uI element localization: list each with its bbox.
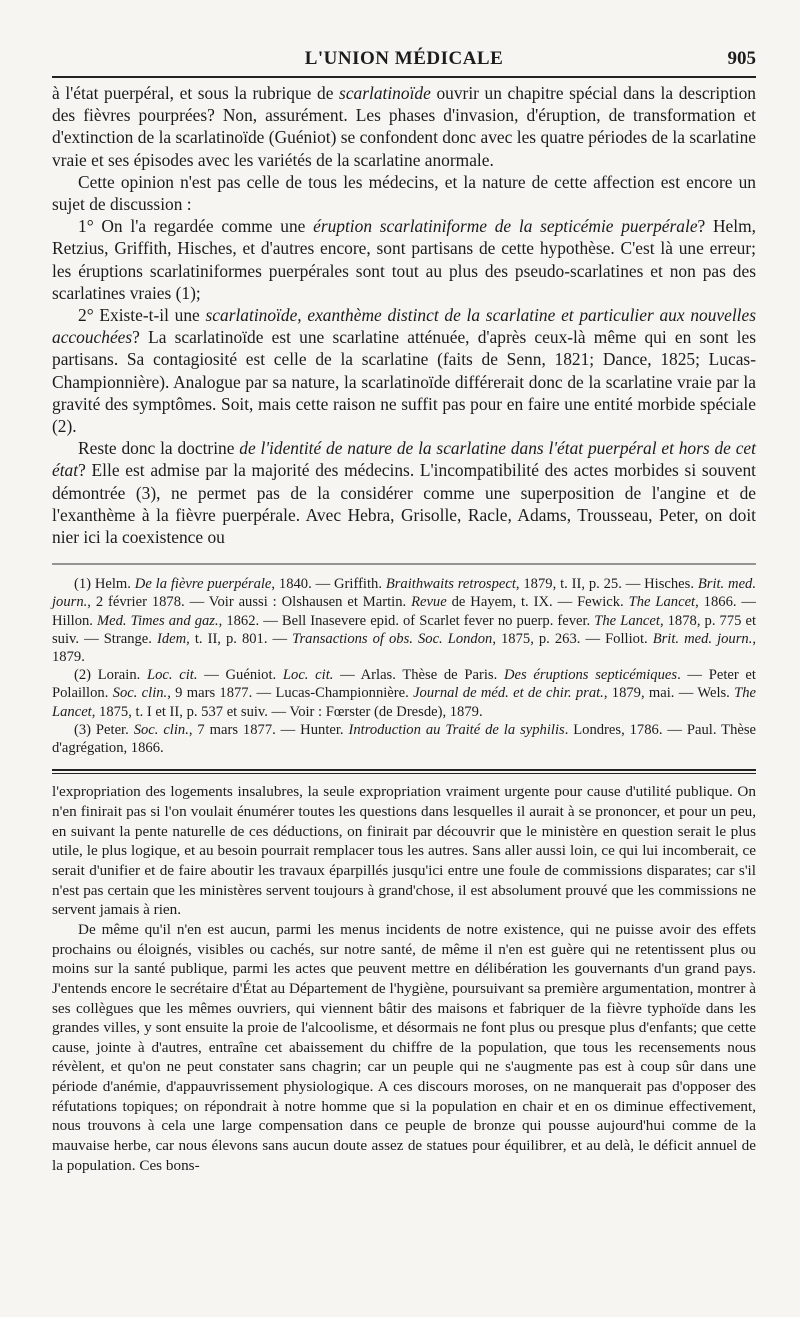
italic-run: Introduction au Traité de la syphilis	[348, 721, 565, 738]
italic-run: Journal de méd. et de chir. prat.	[413, 685, 604, 702]
feuilleton-article	[52, 782, 756, 1175]
text-run: , 9 mars 1877. — Lucas-Championnière.	[167, 685, 414, 702]
footnote	[52, 666, 756, 721]
footnote	[52, 721, 756, 757]
running-title: L'UNION MÉDICALE	[304, 48, 504, 69]
paragraph	[52, 82, 756, 171]
footnotes	[52, 575, 756, 757]
text-run: , 2 février 1878. — Voir aussi : Olshausen et Martin.	[87, 594, 412, 611]
text-run: , 1878, p. 775 et suiv. — Strange.	[52, 612, 756, 647]
italic-run: Braithwaits retrospect	[385, 576, 516, 593]
text-run: 1° On l'a regardée comme une	[78, 216, 314, 237]
text-run: à l'état puerpéral, et sous la rubrique de	[52, 83, 340, 103]
text-run: de Hayem, t. IX. — Fewick.	[446, 594, 629, 611]
footnote-rule	[52, 562, 756, 566]
page-header	[52, 40, 756, 70]
paragraph	[52, 920, 756, 1176]
italic-run: Des éruptions septicémiques	[503, 667, 678, 684]
page-number: 905	[727, 48, 756, 69]
text-run: ? La scarlatinoïde est une scarlatine atténuée, d'après ceux-là même qui en sont les partisans. Sa contagiosité est celle de la scarlatine (faits de Senn, 1821; Dance, 1825; Lucas-Championnière). Analogue par sa nature, la scarlatinoïde différerait donc de la scarlatine vraie par la gravité des symptômes. Soit, mais cette raison ne suffit pas pour en faire une entité morbide spéciale (2).	[52, 327, 756, 437]
text-run: ? Elle est admise par la majorité des médecins. L'incompatibilité des actes morbides si souvent démontrée (3), ne permet pas de la considérer comme une superposition de l'angine et de l'exanthème à la fièvre puerpérale. Avec Hebra, Grisolle, Racle, Adams, Trousseau, Peter, on doit nier ici la coexistence ou	[52, 460, 756, 548]
text-run: . — Peter et Polaillon.	[52, 667, 756, 702]
text-run: , 1879.	[52, 630, 757, 666]
text-run: , 1840. — Griffith.	[271, 576, 386, 593]
section-divider	[52, 769, 756, 774]
italic-run: The Lancet	[628, 594, 696, 611]
header-rule	[52, 76, 756, 78]
text-run: , 1875, p. 263. — Folliot.	[492, 630, 653, 647]
italic-run: Med. Times and gaz.	[97, 612, 219, 629]
text-run: , 1875, t. I et II, p. 537 et suiv. — Voir : Fœrster (de Dresde), 1879.	[91, 703, 483, 720]
paragraph	[52, 782, 756, 920]
italic-run: The Lancet	[52, 685, 757, 720]
italic-run: scarlatinoïde, exanthème distinct de la scarlatine et particulier aux nouvelles accouchées	[52, 305, 756, 348]
paragraph	[52, 304, 756, 437]
footnote	[52, 575, 756, 666]
text-run: De même qu'il n'en est aucun, parmi les menus incidents de notre existence, qui ne puisse avoir des effets prochains ou éloignés, visibles ou cachés, sur notre santé, de même il n'en est guère qui ne retentissent plus ou moins sur la santé publique, parmi les actes que peuvent mettre en délibération les gouvernants d'un grand pays. J'entends encore le secrétaire d'État au Département de l'hygiène, poursuivant sa première argumentation, montrer à ses collègues que les mêmes ouvriers, qui viennent bâtir des maisons et fabriquer de la fièvre typhoïde dans les grandes villes, y sont ensuite la proie de l'alcoolisme, et désormais ne font plus ou presque plus d'enfants; que cette cause, jointe à d'autres, entraîne cet abaissement du chiffre de la population, que tous les recensements nous révèlent, et qu'on ne peut constater sans chagrin; car un peuple qui ne s'augmente pas est à coup sûr dans une période d'anémie, d'appauvrissement physiologique. A ces discours moroses, on ne manquerait pas d'opposer des réfutations topiques; on répondrait à notre homme que si la population en chair et en os diminue effectivement, nous trouvons à cela une large compensation dans ce peuple de bronze qui pousse aujourd'hui comme de la mauvaise herbe, car nous élevons sans aucun doute assez de statues pour équilibrer, et au delà, le déficit annuel de la population. Ces bons-	[52, 920, 756, 1174]
text-run: Cette opinion n'est pas celle de tous les médecins, et la nature de cette affection est encore un sujet de discussion :	[52, 171, 756, 215]
italic-run: Transactions of obs. Soc. London	[292, 630, 493, 647]
text-run: , 7 mars 1877. — Hunter.	[188, 721, 349, 738]
text-run: (2) Lorain.	[74, 667, 147, 684]
main-article	[52, 82, 756, 548]
italic-run: de l'identité de nature de la scarlatine dans l'état puerpéral et hors de cet état	[52, 438, 756, 481]
italic-run: Brit. med. journ.	[652, 630, 753, 647]
italic-run: Loc. cit.	[282, 667, 334, 684]
text-run: — Guéniot.	[197, 667, 283, 684]
text-run: , 1879, mai. — Wels.	[603, 685, 735, 702]
text-run: (3) Peter.	[74, 721, 134, 738]
text-run: , t. II, p. 801. —	[186, 630, 293, 647]
paragraph	[52, 171, 756, 215]
paragraph	[52, 215, 756, 304]
italic-run: Loc. cit.	[147, 667, 198, 684]
text-run: , 1862. — Bell Inasevere epid. of Scarlet fever no puerp. fever.	[218, 612, 595, 629]
italic-run: Soc. clin.	[133, 721, 189, 738]
text-run: (1) Helm.	[74, 576, 135, 593]
text-run: , 1879, t. II, p. 25. — Hisches.	[515, 576, 698, 593]
text-run: ? Helm, Retzius, Griffith, Hisches, et d'autres encore, sont partisans de cette hypothèse. C'est là une erreur; les éruptions scarlatiniformes puerpérales sont tout au plus des pseudo-scarlatines et non pas des scarlatines vraies (1);	[52, 216, 756, 303]
text-run: l'expropriation des logements insalubres, la seule expropriation vraiment urgente pour cause d'utilité publique. On n'en finirait pas si l'on voulait énumérer toutes les questions dans lesquelles il aurait à se prononcer, et pour un peu, en suivant la pente naturelle de ces déductions, on finirait par découvrir que le ministère en question serait le plus utile, le plus logique, et au besoin pourrait remplacer tous les autres. Sans aller aussi loin, ce qui lui incomberait, ce serait d'unifier et de faire aboutir les travaux éparpillés jusqu'ici entre une foule de commissions disparates; car s'il n'est pas certain que les ministères servent toujours à grand'chose, il est absolument prouvé que les commissions ne servent jamais à rien.	[52, 783, 756, 919]
text-run: 2° Existe-t-il une	[78, 305, 206, 326]
italic-run: Soc. clin.	[112, 685, 168, 702]
text-run: — Arlas. Thèse de Paris.	[333, 667, 504, 684]
italic-run: éruption scarlatiniforme de la septicémie puerpérale	[313, 216, 698, 237]
italic-run: Revue	[411, 594, 447, 611]
italic-run: The Lancet	[594, 612, 660, 629]
paragraph	[52, 437, 756, 548]
text-run: , 1866. — Hillon.	[52, 594, 757, 629]
italic-run: Idem	[156, 630, 187, 647]
italic-run: Brit. med. journ.	[52, 576, 757, 611]
text-run: Reste donc la doctrine	[78, 438, 240, 459]
italic-run: De la fièvre puerpérale	[134, 576, 272, 593]
text-run: . Londres, 1786. — Paul. Thèse d'agrégation, 1866.	[52, 721, 756, 757]
text-run: ouvrir un chapitre spécial dans la description des fièvres pourprées? Non, assurément. Les phases d'invasion, d'éruption, de transformation et d'extinction de la scarlatinoïde (Guéniot) se confondent donc avec les quatre périodes de la scarlatine vraie et ses épisodes avec les variétés de la scarlatine anormale.	[52, 83, 756, 170]
italic-run: scarlatinoïde	[339, 83, 431, 103]
